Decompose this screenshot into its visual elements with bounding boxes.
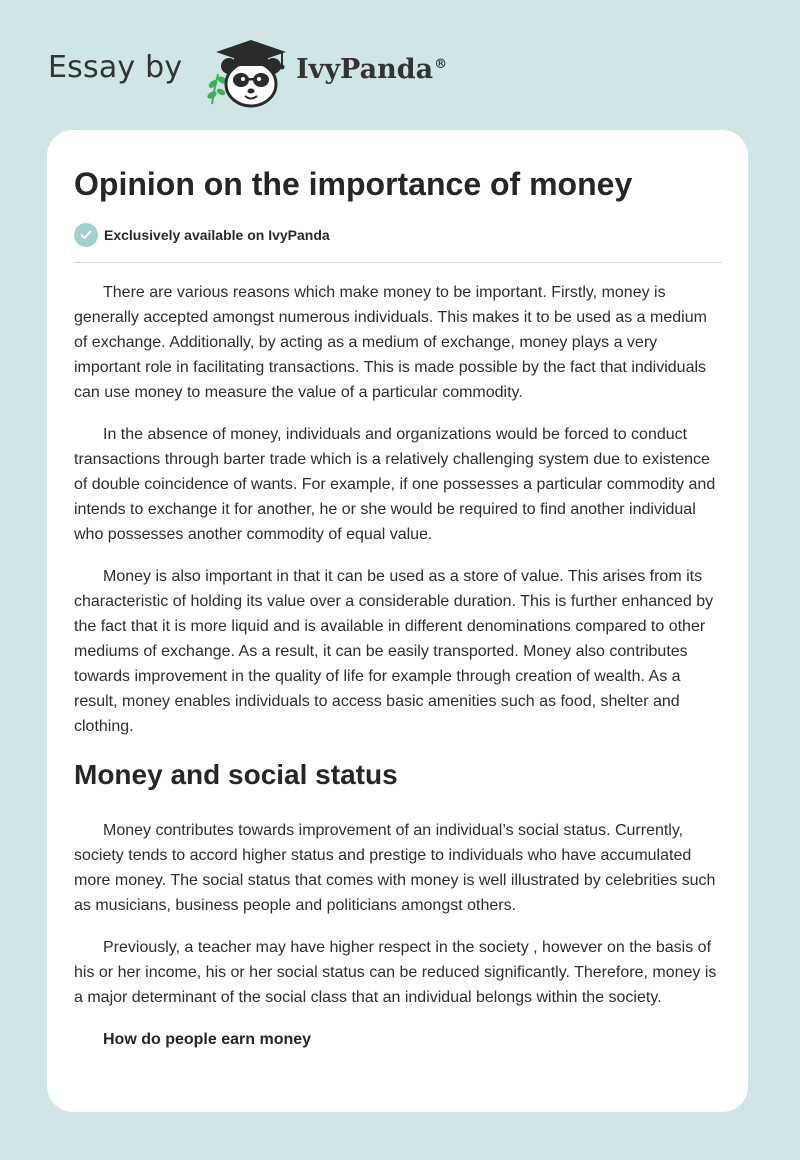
section-heading: Money and social status [74,759,398,790]
brand-logo[interactable] [48,34,488,110]
check-icon [74,223,98,247]
paragraph: In the absence of money, individuals and organizations would be forced to conduct transactions through barter trade which is a relatively challenging system due to existence of double coincidence of wants. For example, if one possesses a particular commodity and intends to exchange it for another, he or she would be required to find another individual who possesses another commodity of equal value. [74,426,716,543]
paragraph: There are various reasons which make money to be important. Firstly, money is generally accepted amongst numerous individuals. This makes it to be used as a medium of exchange. Additionally, by acting as a medium of exchange, money plays a very important role in facilitating transactions. This is made possible by the fact that individuals can use money to measure the value of a particular commodity. [74,284,707,401]
brand-prefix: Essay by [48,50,183,85]
exclusive-badge-label: Exclusively available on IvyPanda [104,227,330,243]
paragraph: Money is also important in that it can be used as a store of value. This arises from its characteristic of holding its value over a considerable duration. This is further enhanced by the fact that it is more liquid and is available in different denominations compared to other mediums of exchange. As a result, it can be easily transported. Money also contributes towards improvement in the quality of life for example through creation of wealth. As a result, money enables individuals to access basic amenities such as food, shelter and clothing. [74,568,714,735]
panda-mascot-icon [204,34,294,110]
essay-title: Opinion on the importance of money [74,166,633,202]
subheading: How do people earn money [103,1031,312,1048]
divider [74,262,722,263]
exclusive-badge [74,222,722,248]
essay-card [47,130,748,1112]
essay-body [74,280,722,1052]
paragraph: Money contributes towards improvement of an individual’s social status. Currently, society tends to accord higher status and prestige to individuals who have accumulated more money. The social status that comes with money is well illustrated by celebrities such as musicians, business people and politicians amongst others. [74,822,716,914]
brand-name: IvyPanda® [296,54,448,85]
paragraph: Previously, a teacher may have higher respect in the society , however on the basis of his or her income, his or her social status can be reduced significantly. Therefore, money is a major determinant of the social class that an individual belongs within the society. [74,939,717,1006]
